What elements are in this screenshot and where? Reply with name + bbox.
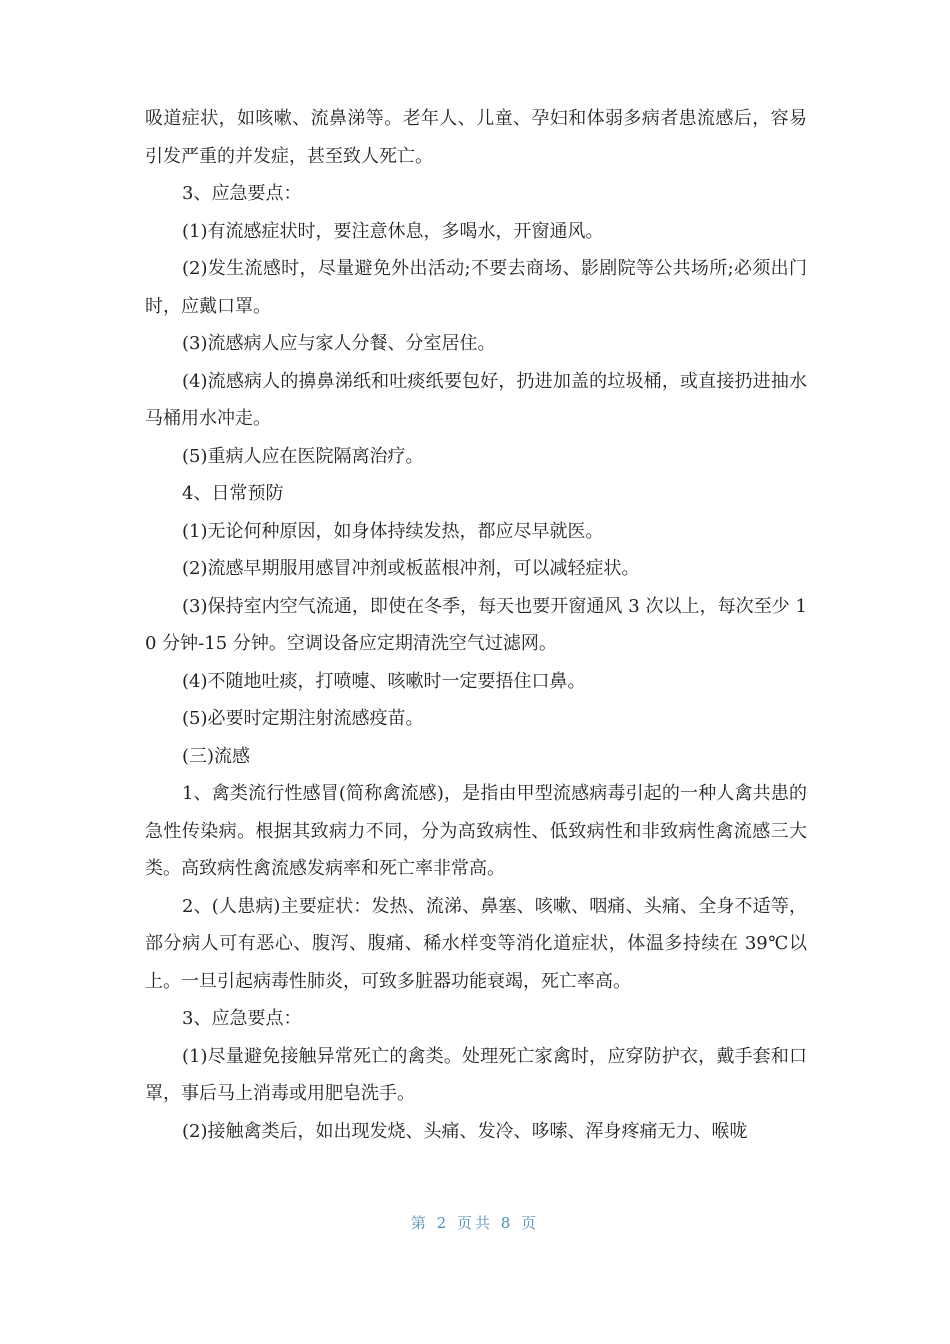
paragraph: (三)流感 (182, 745, 251, 767)
paragraph: 2、(人患病)主要症状：发热、流涕、鼻塞、咳嗽、咽痛、头痛、全身不适等，部分病人可有恶心、腹泻、腹痛、稀水样变等消化道症状，体温多持续在 39℃以上。一旦引起病毒性肺炎，可致多脏器功能衰竭，死亡率高。 (145, 895, 807, 992)
paragraph: (1)尽量避免接触异常死亡的禽类。处理死亡家禽时，应穿防护衣，戴手套和口罩，事后马上消毒或用肥皂洗手。 (145, 1045, 807, 1104)
paragraph: (2)流感早期服用感冒冲剂或板蓝根冲剂，可以减轻症状。 (182, 558, 640, 579)
paragraph: (5)必要时定期注射流感疫苗。 (182, 708, 424, 729)
page-number-middle: 页共 (456, 1214, 493, 1232)
paragraph: 3、应急要点： (182, 183, 302, 204)
paragraph: (1)有流感症状时，要注意休息，多喝水，开窗通风。 (182, 220, 604, 242)
paragraph: 3、应急要点： (182, 1008, 302, 1029)
paragraph: (3)保持室内空气流通，即使在冬季，每天也要开窗通风 3 次以上，每次至少 10 分钟-15 分钟。空调设备应定期清洗空气过滤网。 (145, 595, 807, 654)
paragraph: (4)流感病人的擤鼻涕纸和吐痰纸要包好，扔进加盖的垃圾桶，或直接扔进抽水马桶用水冲走。 (145, 370, 807, 429)
document-body (145, 100, 807, 1150)
paragraph: 吸道症状，如咳嗽、流鼻涕等。老年人、儿童、孕妇和体弱多病者患流感后，容易引发严重的并发症，甚至致人死亡。 (145, 108, 807, 167)
page-number-suffix: 页 (521, 1214, 540, 1232)
paragraph: (3)流感病人应与家人分餐、分室居住。 (182, 333, 496, 354)
paragraph: (4)不随地吐痰，打喷嚏、咳嗽时一定要捂住口鼻。 (182, 670, 586, 692)
paragraph: (2)接触禽类后，如出现发烧、头痛、发冷、哆嗦、浑身疼痛无力、喉咙 (182, 1120, 748, 1142)
paragraph: (5)重病人应在医院隔离治疗。 (182, 445, 424, 467)
paragraph: 1、禽类流行性感冒(简称禽流感)，是指由甲型流感病毒引起的一种人禽共患的急性传染病。根据其致病力不同，分为高致病性、低致病性和非致病性禽流感三大类。高致病性禽流感发病率和死亡率非常高。 (145, 783, 807, 879)
page-number-current: 2 (436, 1214, 450, 1232)
paragraph: 4、日常预防 (182, 483, 284, 504)
paragraph: (2)发生流感时，尽量避免外出活动;不要去商场、影剧院等公共场所;必须出门时，应戴口罩。 (145, 258, 807, 317)
paragraph: (1)无论何种原因，如身体持续发热，都应尽早就医。 (182, 520, 604, 542)
page-number-prefix: 第 (410, 1214, 429, 1232)
page-footer (0, 1212, 950, 1233)
page-number-total: 8 (500, 1214, 514, 1232)
